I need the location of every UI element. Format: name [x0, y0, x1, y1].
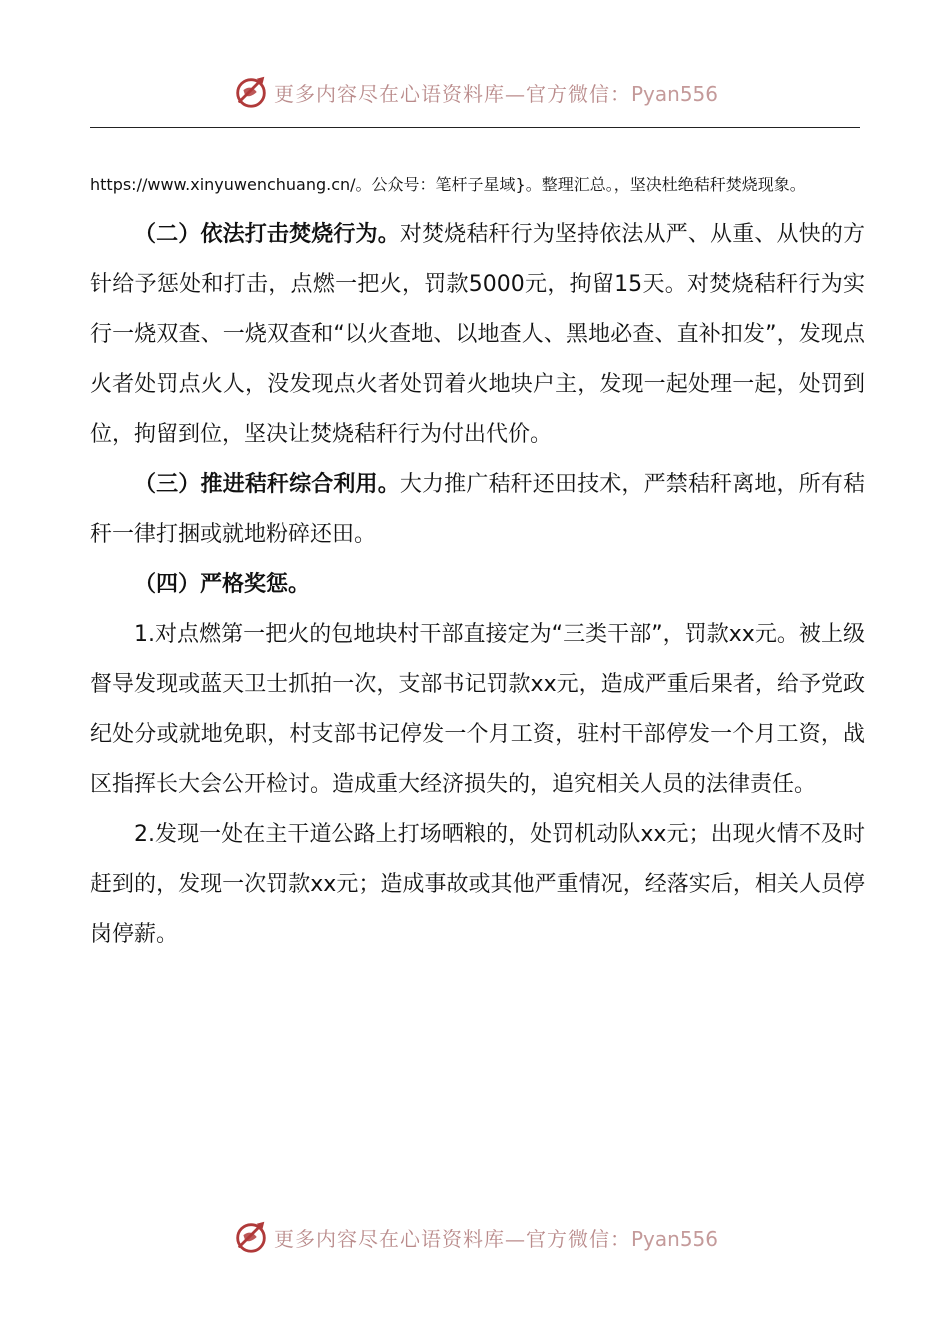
- footer-banner-main: 更多内容尽在心语资料库: [273, 1226, 505, 1251]
- section-2-heading: （二）依法打击焚烧行为。: [134, 222, 400, 247]
- section-3-text: 大力推广秸秆还田技术，严禁秸秆离地，所有秸秆一律打捆或就地粉碎还田。: [90, 472, 865, 547]
- item-2-paragraph: 2.发现一处在主干道公路上打场晒粮的，处罚机动队xx元；出现火情不及时赶到的，发现一次罚款xx元；造成事故或其他严重情况，经落实后，相关人员停岗停薪。: [90, 822, 865, 947]
- header-banner-main: 更多内容尽在心语资料库: [273, 81, 505, 106]
- header-banner-sep: —: [504, 81, 526, 106]
- header-banner: [0, 70, 950, 114]
- header-banner-handle: Pyan556: [630, 81, 718, 106]
- footer-banner-label: 官方微信：: [525, 1226, 631, 1251]
- section-4-paragraph: [90, 560, 865, 610]
- document-body: [90, 160, 865, 960]
- header-banner-label: 官方微信：: [525, 81, 631, 106]
- header-divider: [90, 127, 860, 128]
- footer-banner-handle: Pyan556: [630, 1226, 718, 1251]
- section-4-heading: （四）严格奖惩。: [134, 572, 311, 597]
- footer-banner: [0, 1215, 950, 1259]
- section-3-heading: （三）推进秸秆综合利用。: [134, 472, 400, 497]
- footer-banner-text: [274, 1223, 718, 1252]
- section-2-text: 对焚烧秸秆行为坚持依法从严、从重、从快的方针给予惩处和打击，点燃一把火，罚款5000元，拘留15天。对焚烧秸秆行为实行一烧双查、一烧双查和“以火查地、以地查人、黑地必查、直补扣发”，发现点火者处罚点火人，没发现点火者处罚着火地块户主，发现一起处理一起，处罚到位，拘留到位，坚决让焚烧秸秆行为付出代价。: [90, 222, 865, 447]
- intro-paragraph: https://www.xinyuwenchuang.cn/。公众号：笔杆子星域}。整理汇总。，坚决杜绝秸秆焚烧现象。: [90, 175, 806, 194]
- section-3-paragraph: [90, 460, 865, 560]
- header-banner-text: [274, 78, 718, 107]
- section-2-paragraph: [90, 210, 865, 460]
- pen-logo-icon: [232, 73, 270, 111]
- item-1-paragraph: 1.对点燃第一把火的包地块村干部直接定为“三类干部”，罚款xx元。被上级督导发现或蓝天卫士抓拍一次，支部书记罚款xx元，造成严重后果者，给予党政纪处分或就地免职，村支部书记停发一个月工资，驻村干部停发一个月工资，战区指挥长大会公开检讨。造成重大经济损失的，追究相关人员的法律责任。: [90, 622, 865, 797]
- footer-banner-sep: —: [504, 1226, 526, 1251]
- pen-logo-icon: [232, 1218, 270, 1256]
